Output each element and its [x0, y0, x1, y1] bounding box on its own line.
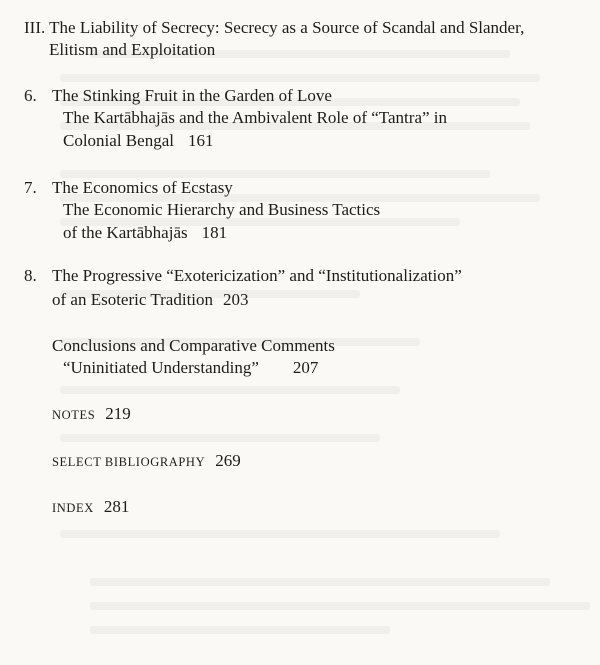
chapter-6-number: 6. [24, 86, 37, 105]
chapter-7-page-number: 181 [201, 223, 228, 242]
bibliography-label: SELECT BIBLIOGRAPHY [52, 455, 206, 469]
chapter-6-subtitle-line2 [63, 131, 213, 151]
chapter-8-title: The Progressive “Exotericization” and “Institutionalization” [52, 266, 462, 285]
chapter-8-page-number: 203 [223, 290, 249, 309]
chapter-7-subtitle-text: of the Kartābhajās [63, 223, 188, 242]
index-page-number: 281 [103, 497, 130, 516]
chapter-8-title-line2 [52, 290, 249, 310]
notes-entry [52, 404, 131, 425]
chapter-7-number: 7. [24, 178, 37, 197]
chapter-6-page-number: 161 [187, 131, 214, 150]
chapter-6-title: The Stinking Fruit in the Garden of Love [52, 86, 332, 105]
chapter-7-title: The Economics of Ecstasy [52, 178, 233, 197]
index-entry [52, 497, 129, 518]
notes-page-number: 219 [105, 404, 131, 423]
part-heading-line2: Elitism and Exploitation [49, 40, 216, 59]
part-heading-line1: III. The Liability of Secrecy: Secrecy as a Source of Scandal and Slander, [24, 18, 525, 37]
conclusions-page-number: 207 [292, 358, 319, 377]
chapter-8-number: 8. [24, 266, 37, 285]
index-label: INDEX [52, 501, 94, 515]
conclusions-title: Conclusions and Comparative Comments [52, 336, 335, 355]
chapter-8-title-text: of an Esoteric Tradition [52, 290, 214, 309]
conclusions-subtitle-line [63, 358, 318, 378]
bibliography-page-number: 269 [215, 451, 241, 470]
conclusions-subtitle: “Uninitiated Understanding” [63, 358, 259, 377]
chapter-6-subtitle-line1: The Kartābhajās and the Ambivalent Role of “Tantra” in [63, 108, 448, 127]
bibliography-entry [52, 451, 241, 472]
chapter-7-subtitle-line1: The Economic Hierarchy and Business Tactics [63, 200, 381, 219]
chapter-7-subtitle-line2 [63, 223, 227, 243]
chapter-6-subtitle-text: Colonial Bengal [63, 131, 174, 150]
notes-label: NOTES [52, 408, 96, 422]
